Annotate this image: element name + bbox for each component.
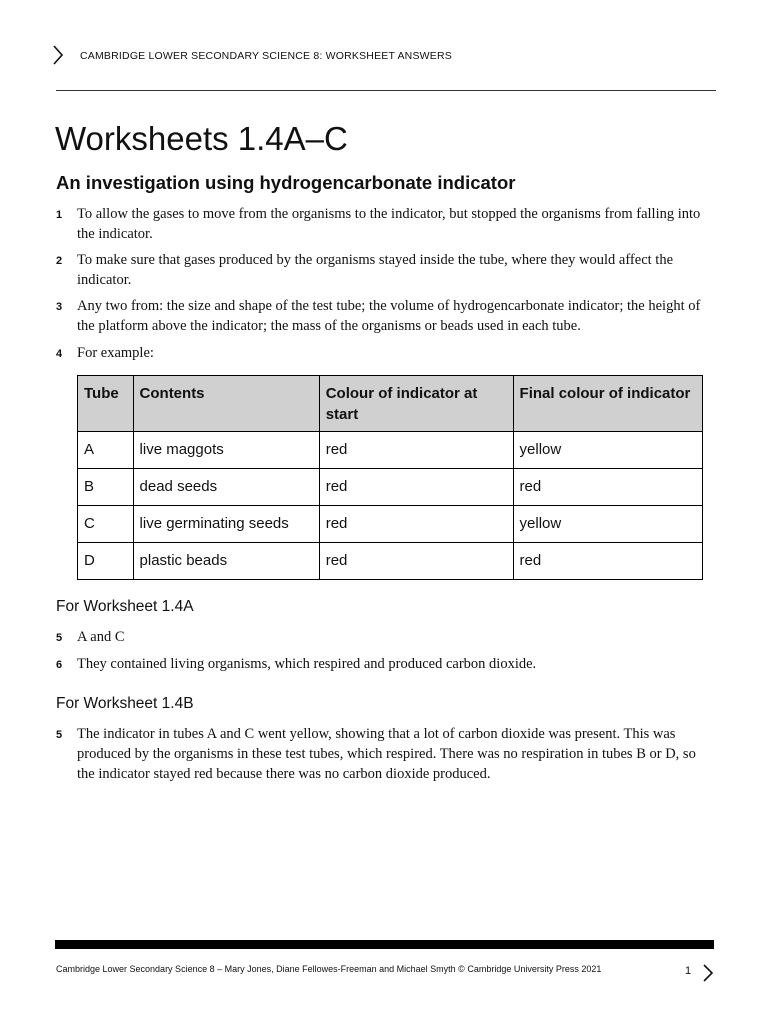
table-cell: D [78,543,134,580]
question-text: A and C [77,629,125,645]
question-item [56,627,706,647]
question-number: 3 [56,301,63,313]
footer-bar [55,940,714,949]
table-row [78,543,703,580]
chevron-right-icon[interactable] [702,963,714,983]
table-row [78,506,703,543]
table-cell: red [319,543,513,580]
table-cell: red [513,543,702,580]
question-text: To make sure that gases produced by the organisms stayed inside the tube, where they would affect the indicator. [77,252,674,288]
page-subtitle: An investigation using hydrogencarbonate indicator [56,172,516,193]
table-header-row [78,376,703,432]
column-header: Tube [78,376,134,432]
question-item [56,654,706,674]
question-text: The indicator in tubes A and C went yellow, showing that a lot of carbon dioxide was present. This was produced by the organisms in these test tubes, which respired. There was no respiration in tubes B or D, so the indicator stayed red because there was no carbon dioxide produced. [77,726,696,782]
header-title: CAMBRIDGE LOWER SECONDARY SCIENCE 8: WORKSHEET ANSWERS [80,50,452,62]
section-heading-worksheet-b: For Worksheet 1.4B [56,695,194,712]
section-heading-worksheet-a: For Worksheet 1.4A [56,598,194,615]
table-cell: live germinating seeds [133,506,319,543]
header-divider [56,90,716,91]
table-row [78,432,703,469]
table-row [78,469,703,506]
question-number: 1 [56,209,63,221]
table-cell: red [319,506,513,543]
question-number: 5 [56,632,63,644]
question-number: 4 [56,348,63,360]
question-item [56,724,706,784]
table-cell: red [319,432,513,469]
table-cell: dead seeds [133,469,319,506]
question-number: 6 [56,659,63,671]
column-header: Contents [133,376,319,432]
question-text: They contained living organisms, which respired and produced carbon dioxide. [77,656,537,672]
table-cell: C [78,506,134,543]
table-cell: B [78,469,134,506]
question-text: To allow the gases to move from the organisms to the indicator, but stopped the organisms from falling into the indicator. [77,206,701,242]
question-text: Any two from: the size and shape of the test tube; the volume of hydrogencarbonate indicator; the height of the platform above the indicator; the mass of the organisms or beads used in each tube. [77,298,701,334]
footer-copyright: Cambridge Lower Secondary Science 8 – Mary Jones, Diane Fellowes-Freeman and Michael Smyth © Cambridge University Press 2021 [56,964,602,974]
page-number: 1 [685,965,692,977]
question-item [56,343,706,363]
question-number: 2 [56,255,63,267]
table-cell: red [513,469,702,506]
column-header: Final colour of indicator [513,376,702,432]
column-header: Colour of indicator at start [319,376,513,432]
question-item [56,204,706,244]
results-table [77,375,703,580]
question-item [56,296,706,336]
table-cell: yellow [513,506,702,543]
table-cell: plastic beads [133,543,319,580]
page-header [52,44,716,68]
question-item [56,250,706,290]
table-cell: yellow [513,432,702,469]
question-number: 5 [56,729,63,741]
page-title: Worksheets 1.4A–C [55,120,348,157]
question-text: For example: [77,345,154,361]
table-cell: live maggots [133,432,319,469]
chevron-right-icon [52,44,64,66]
table-cell: A [78,432,134,469]
table-cell: red [319,469,513,506]
